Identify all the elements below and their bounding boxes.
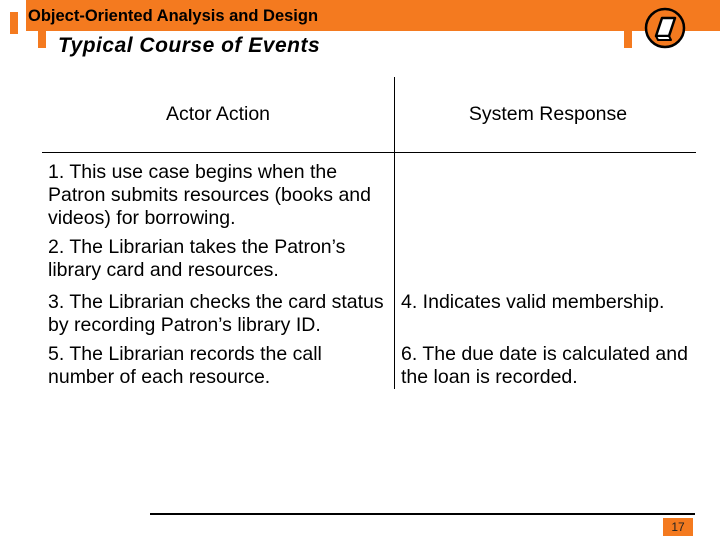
table-row (42, 282, 696, 337)
decorative-bracket (38, 29, 46, 48)
table-row (42, 153, 696, 231)
system-response-cell: 6. The due date is calculated and the loan is recorded. (401, 343, 688, 388)
use-case-table (42, 77, 696, 389)
column-header-actor: Actor Action (42, 77, 395, 153)
actor-action-cell: 3. The Librarian checks the card status by recording Patron’s library ID. (42, 282, 395, 337)
decorative-bracket (624, 28, 632, 48)
course-title: Object-Oriented Analysis and Design (28, 7, 319, 25)
table-row (42, 230, 696, 282)
actor-action-cell: 1. This use case begins when the Patron submits resources (books and videos) for borrowing. (42, 153, 395, 231)
page-number: 17 (663, 518, 693, 536)
system-response-cell (395, 230, 697, 282)
slide-title: Typical Course of Events (58, 34, 321, 57)
table-header-row (42, 77, 696, 153)
table-row (42, 337, 696, 389)
book-logo-icon (644, 7, 686, 49)
actor-action-cell: 5. The Librarian records the call number of each resource. (42, 337, 395, 389)
decorative-bracket (10, 12, 18, 34)
column-header-system: System Response (395, 77, 697, 153)
system-response-cell: 4. Indicates valid membership. (401, 291, 665, 313)
system-response-cell (395, 153, 697, 231)
footer-divider (150, 513, 695, 515)
actor-action-cell: 2. The Librarian takes the Patron’s library card and resources. (42, 230, 395, 282)
